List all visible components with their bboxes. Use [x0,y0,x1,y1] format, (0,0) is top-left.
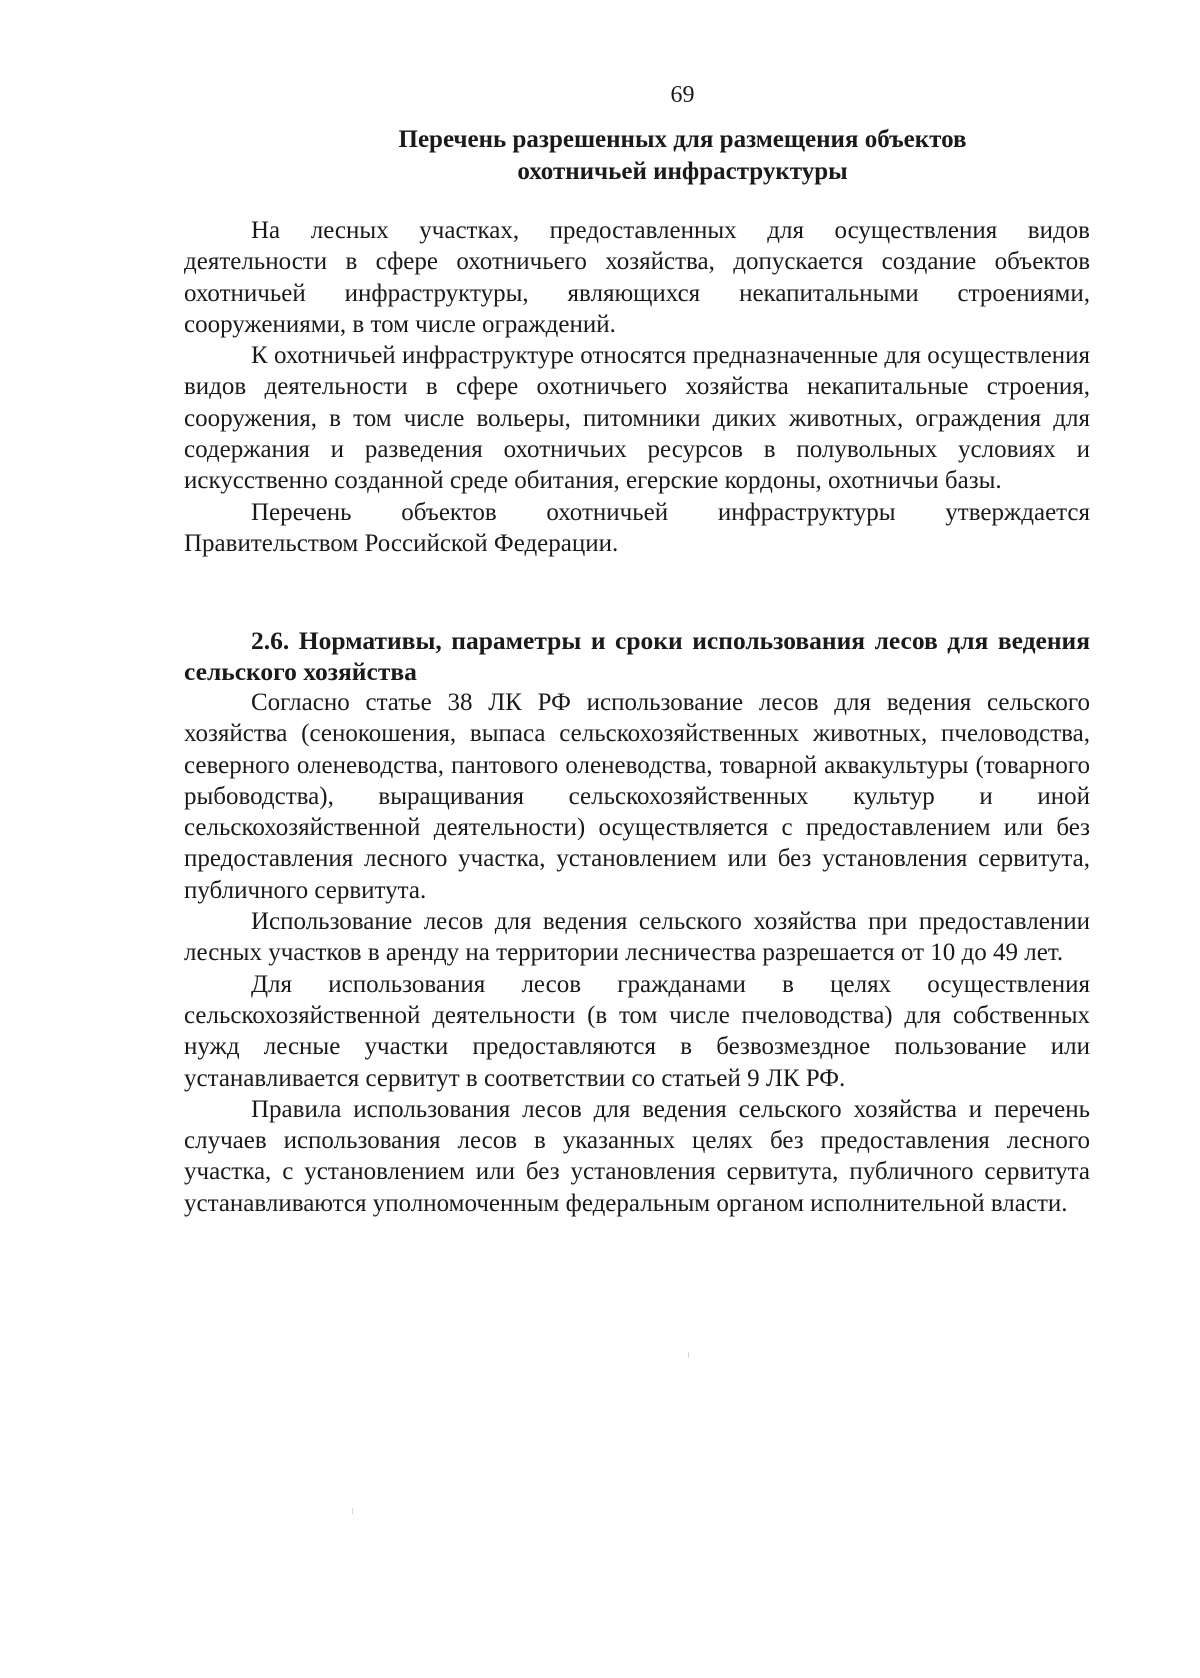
page-title [0,124,1200,188]
paragraph-rules-of-use: Правила использования лесов для ведения сельского хозяйства и перечень случаев использования лесов в указанных целях без предоставления лесного участка, с установлением или без установления сервитута, публичного сервитута устанавливаются уполномоченным федеральным органом исполнительной власти. [184,1095,1090,1217]
scan-artifact [688,1352,689,1358]
scan-artifact [352,1508,353,1514]
paragraph-citizens-use: Для использования лесов гражданами в целях осуществления сельскохозяйственной деятельности (в том числе пчеловодства) для собственных нужд лесные участки предоставляются в безвозмездное пользование или устанавливается сервитут в соответствии со статьей 9 ЛК РФ. [184,970,1090,1092]
paragraph-hunting-list-approval: Перечень объектов охотничьей инфраструктуры утверждается Правительством Российской Федерации. [184,498,1090,557]
paragraph-article-38: Согласно статье 38 ЛК РФ использование лесов для ведения сельского хозяйства (сенокошения, выпаса сельскохозяйственных животных, пчеловодства, северного оленеводства, пантового оленеводства, товарной аквакультуры (товарного рыбоводства), выращивания сельскохозяйственных культур и иной сельскохозяйственной деятельности) осуществляется с предоставлением или без предоставления лесного участка, установлением или без установления сервитута, публичного сервитута. [184,689,1090,904]
section-heading-2-6: 2.6. Нормативы, параметры и сроки использования лесов для ведения сельского хозяйства [184,626,1090,686]
agriculture-section [184,625,1090,1219]
page-title-line-1: Перечень разрешенных для размещения объектов [398,126,967,153]
page-title-line-2: охотничьей инфраструктуры [517,158,848,185]
page-number: 69 [670,82,695,108]
paragraph-hunting-plots: На лесных участках, предоставленных для осуществления видов деятельности в сфере охотничьего хозяйства, допускается создание объектов охотничьей инфраструктуры, являющихся некапитальными строениями, сооружениями, в том числе ограждений. [184,217,1090,338]
paragraph-lease-term: Использование лесов для ведения сельского хозяйства при предоставлении лесных участков в аренду на территории лесничества разрешается от 10 до 49 лет. [184,908,1090,967]
paragraph-hunting-infrastructure-definition: К охотничьей инфраструктуре относятся предназначенные для осуществления видов деятельности в сфере охотничьего хозяйства некапитальные строения, сооружения, в том числе вольеры, питомники диких животных, ограждения для содержания и разведения охотничьих ресурсов в полувольных условиях и искусственно созданной среде обитания, егерские кордоны, охотничьи базы. [184,342,1090,495]
hunting-infrastructure-section [184,215,1090,559]
